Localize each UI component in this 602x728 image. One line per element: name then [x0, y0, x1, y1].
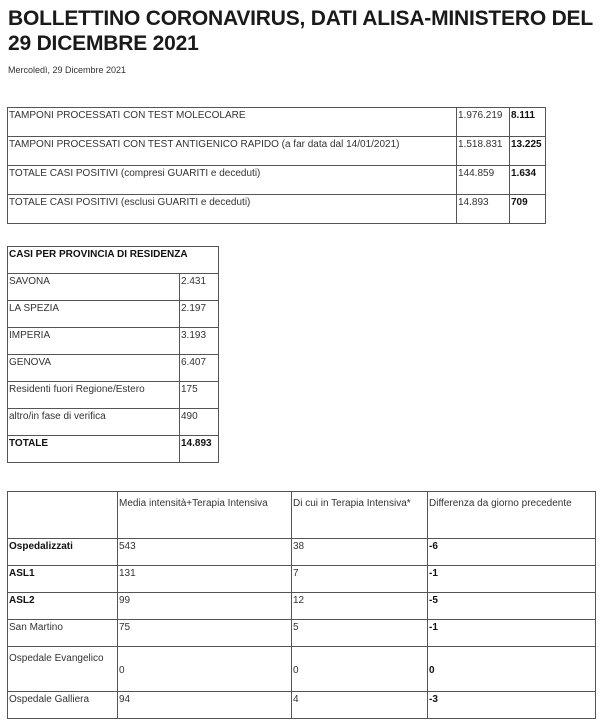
hospital-ti: 38	[292, 539, 428, 566]
hospital-ti: 7	[292, 566, 428, 593]
province-value: 2.431	[180, 274, 219, 301]
hospital-media: 0	[118, 647, 292, 692]
summary-total: 14.893	[457, 195, 510, 224]
hospital-header-diff: Differenza da giorno precedente	[428, 492, 596, 539]
hospital-media: 75	[118, 620, 292, 647]
table-row	[8, 647, 596, 692]
province-name: GENOVA	[8, 355, 180, 382]
table-row	[8, 382, 219, 409]
hospital-diff: -1	[428, 566, 596, 593]
province-value: 2.197	[180, 301, 219, 328]
summary-delta: 1.634	[510, 166, 546, 195]
province-name: SAVONA	[8, 274, 180, 301]
summary-label: TOTALE CASI POSITIVI (compresi GUARITI e deceduti)	[8, 166, 457, 195]
publish-date: Mercoledì, 29 Dicembre 2021	[8, 65, 127, 75]
hospital-name: Ospedalizzati	[8, 539, 118, 566]
province-value: 175	[180, 382, 219, 409]
table-row	[8, 539, 596, 566]
hospital-media: 543	[118, 539, 292, 566]
table-row	[8, 620, 596, 647]
table-row	[8, 328, 219, 355]
summary-total: 1.518.831	[457, 137, 510, 166]
table-row	[8, 566, 596, 593]
province-total-value: 14.893	[180, 436, 219, 463]
summary-label: TOTALE CASI POSITIVI (esclusi GUARITI e deceduti)	[8, 195, 457, 224]
province-value: 6.407	[180, 355, 219, 382]
hospital-header-ti: Di cui in Terapia Intensiva*	[292, 492, 428, 539]
province-table	[7, 246, 219, 463]
province-table-header: CASI PER PROVINCIA DI RESIDENZA	[8, 247, 219, 274]
summary-total: 144.859	[457, 166, 510, 195]
summary-delta: 8.111	[510, 108, 546, 137]
summary-delta: 709	[510, 195, 546, 224]
hospital-media: 131	[118, 566, 292, 593]
hospital-header-media: Media intensità+Terapia Intensiva	[118, 492, 292, 539]
table-header-row	[8, 492, 596, 539]
province-name: altro/in fase di verifica	[8, 409, 180, 436]
table-row	[8, 409, 219, 436]
table-row	[8, 692, 596, 719]
table-total-row	[8, 436, 219, 463]
hospital-diff: -5	[428, 593, 596, 620]
province-total-label: TOTALE	[8, 436, 180, 463]
table-row	[8, 355, 219, 382]
province-name: IMPERIA	[8, 328, 180, 355]
table-row	[8, 166, 546, 195]
summary-label: TAMPONI PROCESSATI CON TEST ANTIGENICO RAPIDO (a far data dal 14/01/2021)	[8, 137, 457, 166]
table-row	[8, 108, 546, 137]
hospital-name: ASL2	[8, 593, 118, 620]
hospital-diff: 0	[428, 647, 596, 692]
hospital-ti: 0	[292, 647, 428, 692]
hospital-ti: 5	[292, 620, 428, 647]
hospital-table	[7, 491, 596, 719]
table-row	[8, 593, 596, 620]
hospital-name: ASL1	[8, 566, 118, 593]
hospital-ti: 4	[292, 692, 428, 719]
province-value: 490	[180, 409, 219, 436]
hospital-diff: -3	[428, 692, 596, 719]
page-title: BOLLETTINO CORONAVIRUS, DATI ALISA-MINISTERO DEL 29 DICEMBRE 2021	[8, 7, 593, 55]
summary-total: 1.976.219	[457, 108, 510, 137]
province-name: Residenti fuori Regione/Estero	[8, 382, 180, 409]
province-value: 3.193	[180, 328, 219, 355]
table-row	[8, 195, 546, 224]
hospital-name: Ospedale Evangelico	[8, 647, 118, 692]
hospital-diff: -6	[428, 539, 596, 566]
summary-table	[7, 107, 546, 224]
hospital-media: 94	[118, 692, 292, 719]
summary-delta: 13.225	[510, 137, 546, 166]
hospital-media: 99	[118, 593, 292, 620]
hospital-name: Ospedale Galliera	[8, 692, 118, 719]
table-header-row	[8, 247, 219, 274]
summary-label: TAMPONI PROCESSATI CON TEST MOLECOLARE	[8, 108, 457, 137]
table-row	[8, 137, 546, 166]
table-row	[8, 301, 219, 328]
hospital-diff: -1	[428, 620, 596, 647]
province-name: LA SPEZIA	[8, 301, 180, 328]
hospital-ti: 12	[292, 593, 428, 620]
table-row	[8, 274, 219, 301]
hospital-header-empty	[8, 492, 118, 539]
hospital-name: San Martino	[8, 620, 118, 647]
